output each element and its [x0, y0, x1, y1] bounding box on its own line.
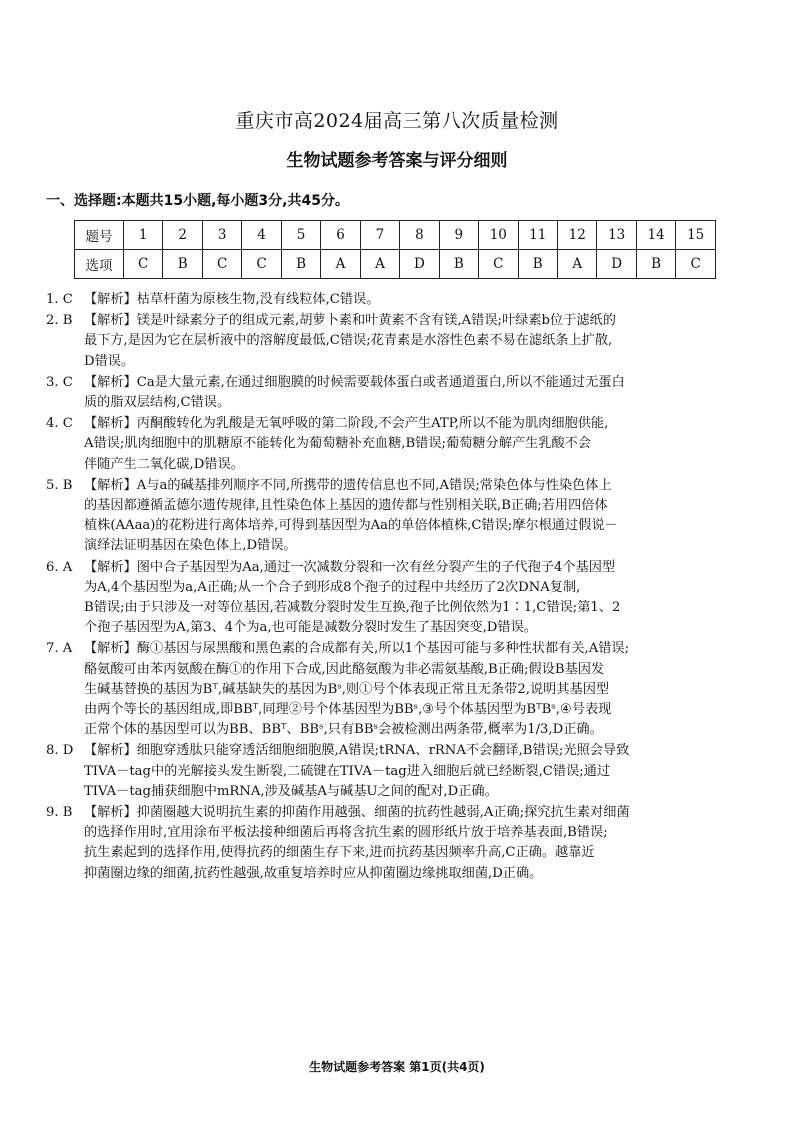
- explanation-line: B错误;由于只涉及一对等位基因,若减数分裂时发生互换,孢子比例依然为1∶1,C错误;第1、2: [84, 600, 621, 616]
- explanation-line: 【解析】A与a的碱基排列顺序不同,所携带的遗传信息也不同,A错误;常染色体与性染色体上: [84, 477, 612, 493]
- explanation-line: 【解析】抑菌圈越大说明抗生素的抑菌作用越强、细菌的抗药性越弱,A正确;探究抗生素对细菌: [84, 805, 630, 821]
- question-number-cell: 12: [557, 221, 596, 250]
- item-number: 2. B: [46, 313, 73, 329]
- explanation-line: 质的脂双层结构,C错误。: [84, 395, 231, 411]
- document-subtitle: 生物试题参考答案与评分细则: [286, 151, 508, 171]
- answer-cell: D: [400, 250, 439, 279]
- question-number-cell: 15: [676, 221, 716, 250]
- item-number: 9. B: [46, 805, 73, 821]
- item-explanation: [84, 373, 758, 413]
- answer-table: [74, 220, 716, 279]
- answer-cell: A: [557, 250, 596, 279]
- question-number-cell: 9: [439, 221, 478, 250]
- question-number-cell: 13: [597, 221, 636, 250]
- explanation-line: 抗生素起到的选择作用,使得抗药的细菌生存下来,进而抗药基因频率升高,C正确。越靠近: [84, 845, 595, 861]
- item-number: 1. C: [46, 292, 73, 307]
- explanation-line: 抑菌圈边缘的细菌,抗药性越强,故重复培养时应从抑菌圈边缘挑取细菌,D正确。: [84, 865, 543, 881]
- question-number-cell: 11: [518, 221, 557, 250]
- explanation-line: 【解析】图中合子基因型为Aa,通过一次减数分裂和一次有丝分裂产生的子代孢子4个基因型: [84, 559, 616, 575]
- item-explanation: [84, 476, 758, 557]
- explanation-item: [46, 741, 758, 802]
- question-number-cell: 1: [124, 221, 163, 250]
- answer-cell: C: [479, 250, 518, 279]
- item-number: 5. B: [46, 477, 73, 493]
- item-explanation: [84, 311, 758, 372]
- section-heading: 一、选择题:本题共15小题,每小题3分,共45分。: [46, 193, 349, 209]
- explanation-line: 植株(AAaa)的花粉进行离体培养,可得到基因型为Aa的单倍体植株,C错误;摩尔根通过假说－: [84, 518, 618, 534]
- explanation-line: 正常个体的基因型可以为BB、BBᵀ、BBˢ,只有BBˢ会被检测出两条带,概率为1/3,D正确。: [84, 722, 603, 738]
- item-explanation: [84, 741, 758, 802]
- explanation-item: [46, 558, 758, 639]
- question-number-cell: 14: [636, 221, 675, 250]
- item-number: 4. C: [46, 416, 73, 432]
- item-number: 7. A: [46, 641, 73, 657]
- explanation-item: [46, 476, 758, 557]
- item-explanation: [84, 803, 758, 884]
- explanation-item: [46, 311, 758, 372]
- question-number-cell: 10: [479, 221, 518, 250]
- answer-cell: A: [360, 250, 399, 279]
- question-number-cell: 6: [321, 221, 360, 250]
- answer-cell: C: [124, 250, 163, 279]
- explanation-line: 【解析】枯草杆菌为原核生物,没有线粒体,C错误。: [84, 292, 380, 307]
- explanation-line: 【解析】细胞穿透肽只能穿透活细胞细胞膜,A错误;tRNA、rRNA不会翻译,B错误;光照会导致: [84, 743, 630, 759]
- explanation-item: [46, 639, 758, 740]
- explanation-line: 生碱基替换的基因为Bᵀ,碱基缺失的基因为Bˢ,则①号个体表现正常且无条带2,说明其基因型: [84, 681, 610, 697]
- item-explanation: [84, 639, 758, 740]
- explanation-line: 【解析】酶①基因与尿黑酸和黑色素的合成都有关,所以1个基因可能与多种性状都有关,A错误;: [84, 641, 630, 657]
- answer-table-answer-row: [75, 250, 716, 279]
- explanation-line: 【解析】丙酮酸转化为乳酸是无氧呼吸的第二阶段,不会产生ATP,所以不能为肌肉细胞供能,: [84, 416, 609, 432]
- answer-cell: B: [163, 250, 202, 279]
- explanation-line: 最下方,是因为它在层析液中的溶解度最低,C错误;花青素是水溶性色素不易在滤纸条上扩散,: [84, 333, 613, 349]
- explanation-line: 演绎法证明基因在染色体上,D错误。: [84, 538, 297, 554]
- question-number-cell: 5: [281, 221, 320, 250]
- explanation-list: [46, 290, 758, 885]
- explanation-item: [46, 290, 758, 310]
- answer-cell: B: [281, 250, 320, 279]
- explanation-line: 的基因都遵循孟德尔遗传规律,且性染色体上基因的遗传都与性别相关联,B正确;若用四倍体: [84, 498, 608, 514]
- explanation-line: 个孢子基因型为A,第3、4个为a,也可能是减数分裂时发生了基因突变,D错误。: [84, 620, 537, 636]
- question-number-cell: 2: [163, 221, 202, 250]
- answer-cell: C: [202, 250, 241, 279]
- answer-cell: B: [518, 250, 557, 279]
- explanation-line: TIVA－tag捕获细胞中mRNA,涉及碱基A与碱基U之间的配对,D正确。: [84, 783, 498, 799]
- question-number-cell: 8: [400, 221, 439, 250]
- explanation-line: D错误。: [84, 353, 135, 369]
- item-explanation: [84, 414, 758, 475]
- explanation-line: 由两个等长的基因组成,即BBᵀ,同理②号个体基因型为BBˢ,③号个体基因型为BᵀBˢ,④号表现: [84, 702, 612, 718]
- row-label-number: 题号: [75, 221, 124, 250]
- explanation-item: [46, 803, 758, 884]
- row-label-answer: 选项: [75, 250, 124, 279]
- item-explanation: [84, 558, 758, 639]
- answer-cell: C: [242, 250, 281, 279]
- question-number-cell: 4: [242, 221, 281, 250]
- document-title: 重庆市高2024届高三第八次质量检测: [235, 110, 559, 132]
- explanation-line: 【解析】镁是叶绿素分子的组成元素,胡萝卜素和叶黄素不含有镁,A错误;叶绿素b位于滤纸的: [84, 313, 616, 329]
- answer-cell: D: [597, 250, 636, 279]
- explanation-item: [46, 373, 758, 413]
- answer-cell: C: [676, 250, 716, 279]
- explanation-item: [46, 414, 758, 475]
- answer-cell: B: [636, 250, 675, 279]
- item-number: 8. D: [46, 743, 74, 759]
- explanation-line: 为A,4个基因型为a,A正确;从一个合子到形成8个孢子的过程中共经历了2次DNA复制,: [84, 579, 581, 595]
- explanation-line: 酪氨酸可由苯丙氨酸在酶①的作用下合成,因此酪氨酸为非必需氨基酸,B正确;假设B基因发: [84, 661, 605, 677]
- answer-table-number-row: [75, 221, 716, 250]
- page-footer: 生物试题参考答案 第1页(共4页): [309, 1060, 485, 1074]
- question-number-cell: 3: [202, 221, 241, 250]
- explanation-line: 【解析】Ca是大量元素,在通过细胞膜的时候需要载体蛋白或者通道蛋白,所以不能通过无蛋白: [84, 374, 625, 390]
- item-explanation: [84, 290, 758, 310]
- item-number: 6. A: [46, 559, 73, 575]
- question-number-cell: 7: [360, 221, 399, 250]
- explanation-line: TIVA－tag中的光解接头发生断裂,二硫键在TIVA－tag进入细胞后就已经断裂,C错误;通过: [84, 763, 611, 779]
- item-number: 3. C: [46, 374, 73, 390]
- answer-cell: A: [321, 250, 360, 279]
- answer-cell: B: [439, 250, 478, 279]
- explanation-line: 伴随产生二氧化碳,D错误。: [84, 456, 244, 472]
- explanation-line: 的选择作用时,宜用涂布平板法接种细菌后再将含抗生素的圆形纸片放于培养基表面,B错误;: [84, 825, 608, 841]
- explanation-line: A错误;肌肉细胞中的肌糖原不能转化为葡萄糖补充血糖,B错误;葡萄糖分解产生乳酸不会: [84, 436, 592, 452]
